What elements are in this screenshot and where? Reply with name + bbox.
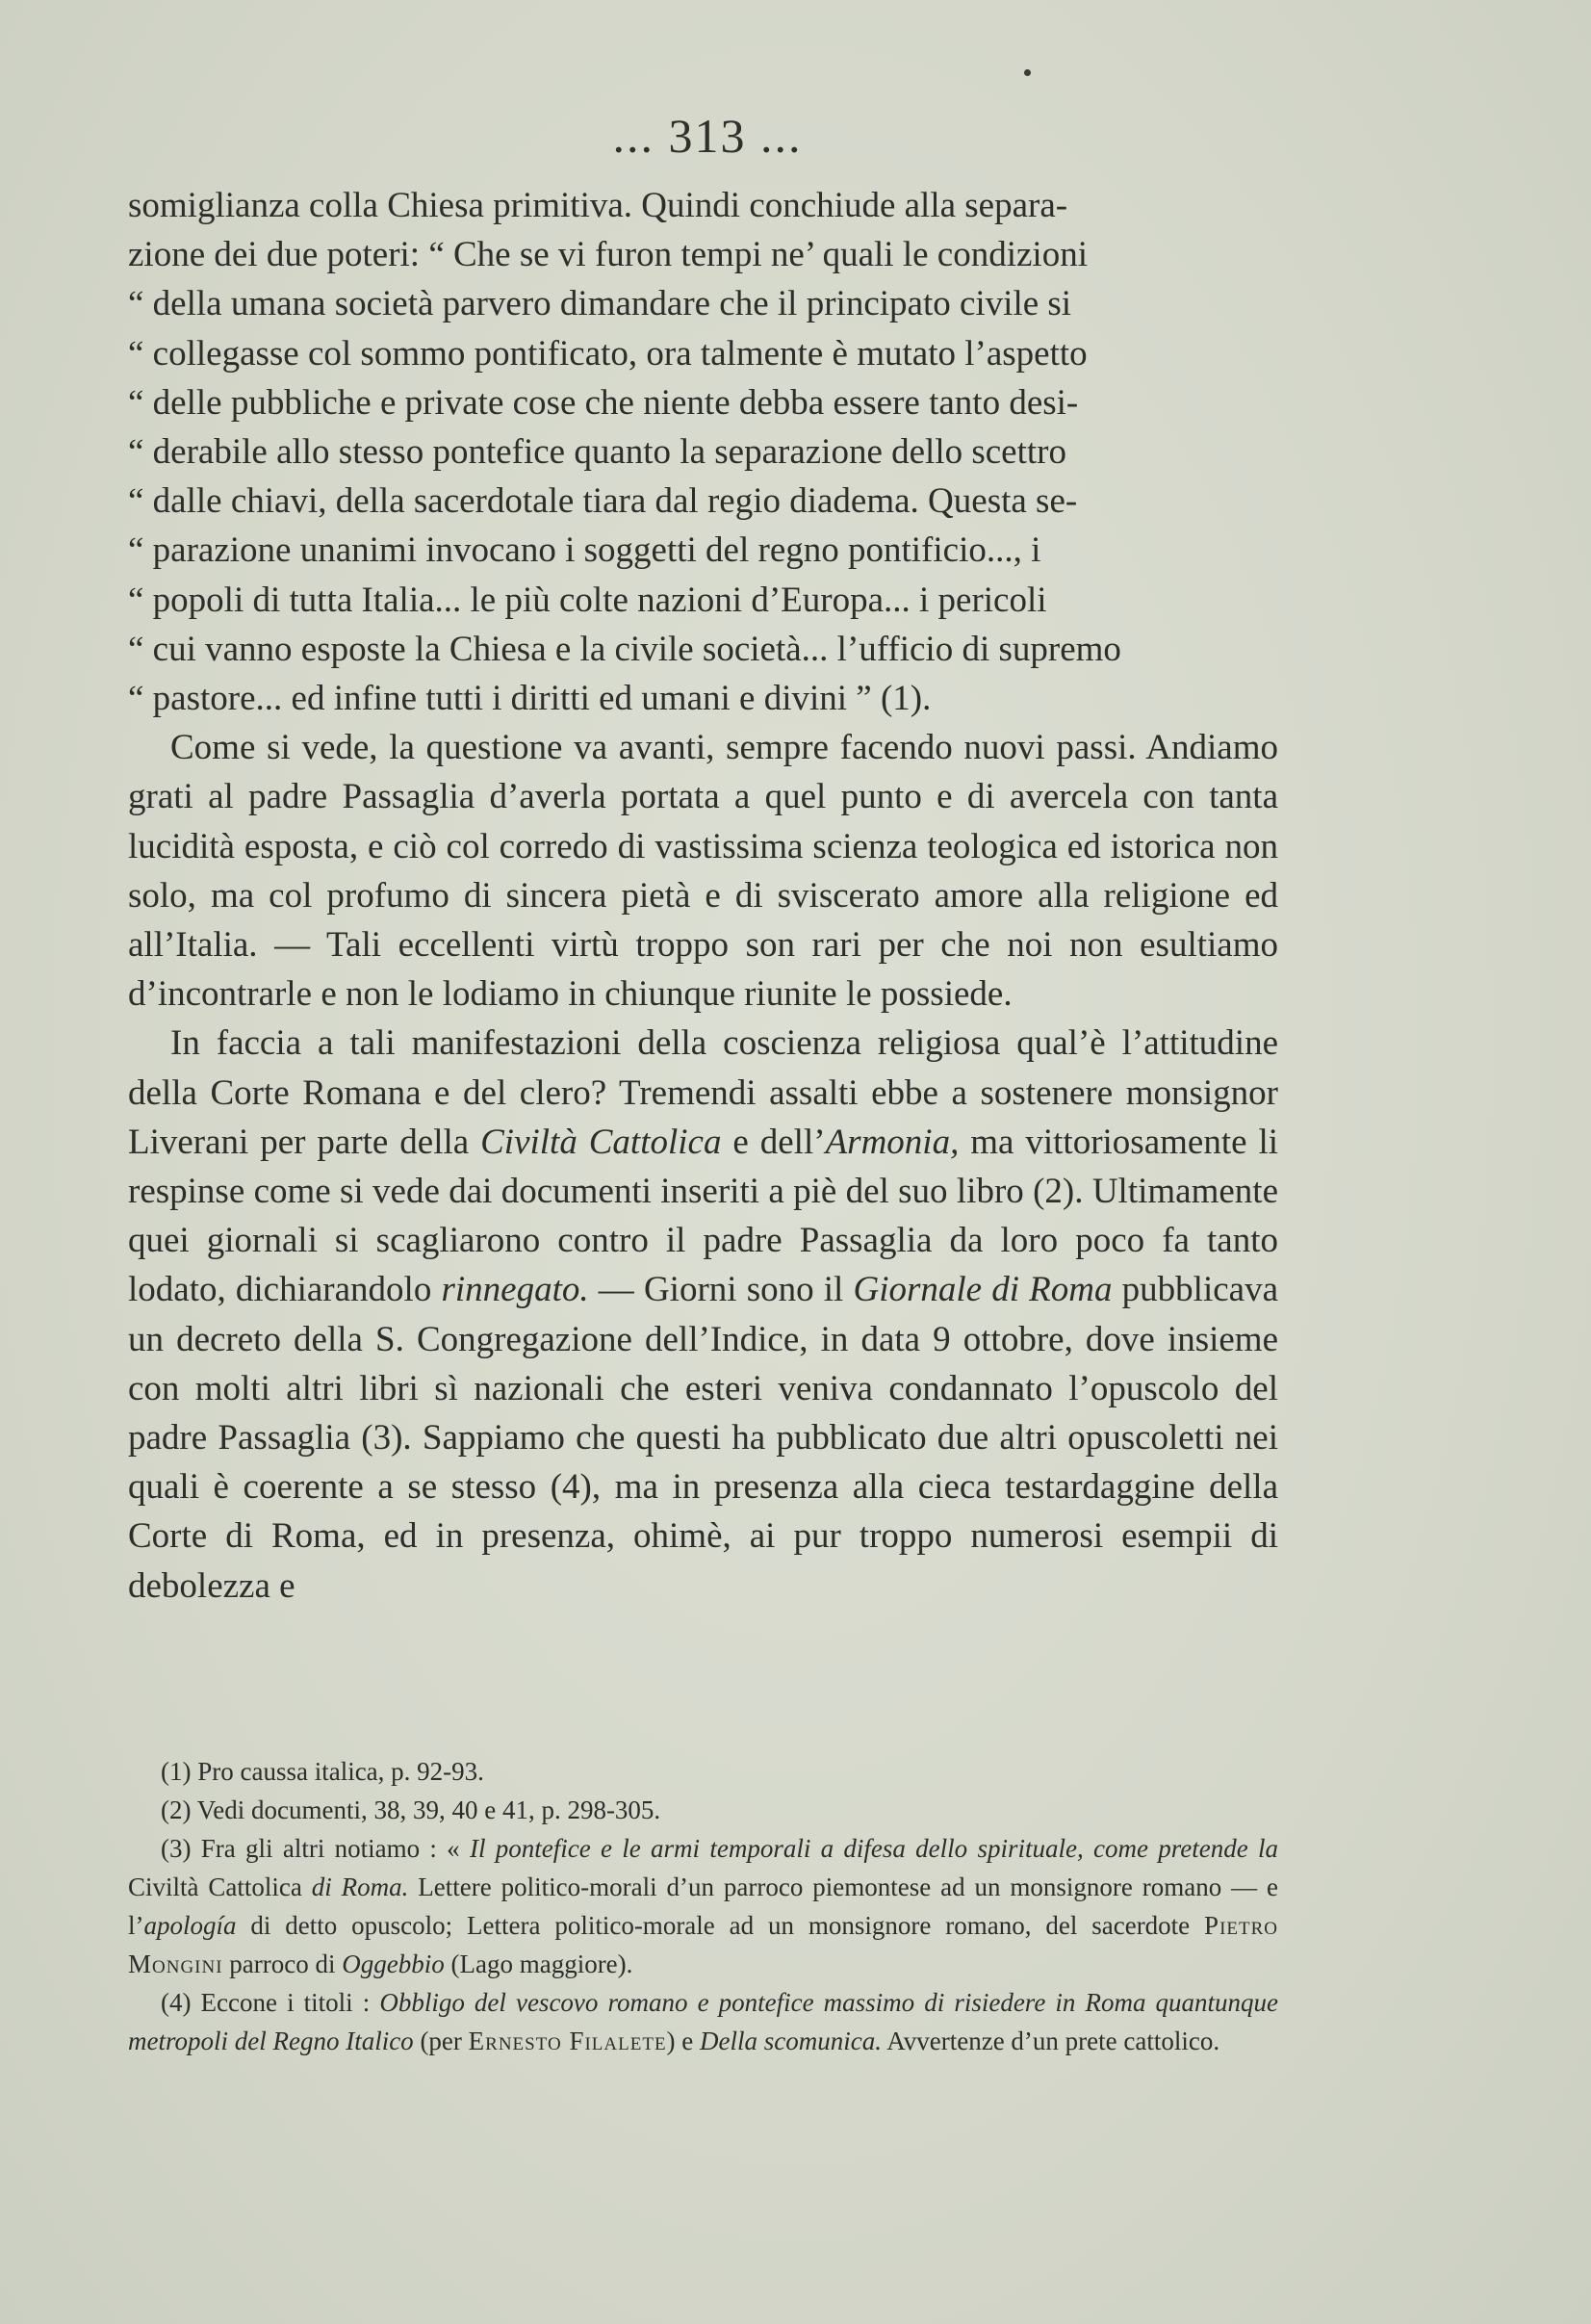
text-run: (3) Fra gli altri notiamo : « <box>161 1834 470 1863</box>
italic-title: Civiltà Cattolica <box>480 1122 722 1162</box>
paragraph-2: Come si vede, la questione va avanti, sempre facendo nuovi passi. Andiamo grati al padre Passaglia d’averla portata a quel punto e di avercela con tanta lucidità esposta, e ciò col corredo di vastissima scienza teologica ed istorica non solo, ma col profumo di sincera pietà e di sviscerato amore alla religione ed all’Italia. — Tali eccellenti virtù troppo son rari per che noi non esultiamo d’incontrarle e non le lodiamo in chiunque riunite le possiede. <box>128 728 1278 1015</box>
italic-title: Il pontefice e le armi temporali a difesa dello spirituale, come pretende la <box>469 1834 1278 1863</box>
italic-title: Della scomunica. <box>700 2027 882 2055</box>
text-line: “ cui vanno esposte la Chiesa e la civile società... l’ufficio di supremo <box>128 629 1121 669</box>
text-run: (Lago maggiore). <box>444 1950 633 1978</box>
footnotes <box>128 1752 1278 2060</box>
author-name: Pietro Mongini <box>128 1911 1278 1978</box>
author-name: Ernesto Filalete <box>468 2027 667 2055</box>
text-line: “ pastore... ed infine tutti i diritti ed umani e divini ” (1). <box>128 679 932 719</box>
text-line: “ derabile allo stesso pontefice quanto la separazione dello scettro <box>128 432 1066 473</box>
italic-title: Giornale di Roma <box>853 1270 1113 1310</box>
footnote-4 <box>128 1983 1278 2060</box>
paragraph-1 <box>128 181 1278 723</box>
text-line: “ parazione unanimi invocano i soggetti del regno pontificio..., i <box>128 530 1041 571</box>
text-line: “ dalle chiavi, della sacerdotale tiara dal regio diadema. Questa se- <box>128 481 1078 522</box>
text-line: “ popoli di tutta Italia... le più colte nazioni d’Europa... i pericoli <box>128 580 1047 620</box>
text-line: somiglianza colla Chiesa primitiva. Quindi conchiude alla separa- <box>128 186 1068 225</box>
paragraph-3 <box>128 1019 1278 1610</box>
text-run: (4) Eccone i titoli : <box>161 1988 380 2017</box>
text-run: parroco di <box>222 1950 343 1978</box>
main-text <box>128 181 1278 1611</box>
text-run: Civiltà Cattolica <box>128 1872 312 1901</box>
italic-title: Armonia, <box>825 1122 960 1162</box>
text-run: In faccia a tali manifestazioni della coscienza religiosa qual’è l’attitudine della Corte Romana e del clero? Tremendi assalti ebbe a sostenere monsignor Liverani per parte della <box>128 1023 1278 1162</box>
text-run: ) e <box>666 2027 701 2055</box>
text-line: zione dei due poteri: “ Che se vi furon tempi ne’ quali le condizioni <box>128 235 1088 275</box>
text-run: di detto opuscolo; Lettera politico-morale ad un monsignore romano, del sacerdote <box>236 1911 1205 1940</box>
footnote-2: (2) Vedi documenti, 38, 39, 40 e 41, p. 298-305. <box>161 1795 661 1824</box>
text-run: Lettere politico-morali d’un parroco piemontese ad un monsignore romano — e l’ <box>128 1872 1278 1940</box>
text-line: “ delle pubbliche e private cose che niente debba essere tanto desi- <box>128 382 1079 423</box>
text-line: “ collegasse col sommo pontificato, ora talmente è mutato l’aspetto <box>128 333 1088 374</box>
text-run: e dell’ <box>721 1122 826 1162</box>
text-line: “ della umana società parvero dimandare che il principato civile si <box>128 284 1072 324</box>
page-number: ... 313 ... <box>612 109 803 163</box>
italic-title: Obbligo del vescovo romano e pontefice massimo di risiedere in Roma quantunque metropoli del Regno Italico <box>128 1988 1279 2055</box>
text-run: pubblicava un decreto della S. Congregazione dell’Indice, in data 9 ottobre, dove insieme con molti altri libri sì nazionali che esteri veniva condannato l’opuscolo del padre Passaglia (3). Sappiamo che questi ha pubblicato due altri opuscoletti nei quali è coerente a se stesso (4), ma in presenza alla cieca testardaggine della Corte di Roma, ed in presenza, ohimè, ai pur troppo numerosi esempii di debolezza e <box>128 1270 1279 1606</box>
italic-title: di Roma. <box>311 1872 409 1901</box>
text-run: (per <box>413 2027 469 2055</box>
footnote-1: (1) Pro caussa italica, p. 92-93. <box>161 1757 484 1786</box>
text-run: Avvertenze d’un prete cattolico. <box>882 2027 1220 2055</box>
italic-place: Oggebbio <box>342 1950 445 1978</box>
text-run: — Giorni sono il <box>588 1270 854 1310</box>
footnote-3 <box>128 1829 1278 1983</box>
ink-speck <box>1024 69 1031 76</box>
text-run: ma vittoriosamente li respinse come si vede dai documenti inseriti a piè del suo libro (2). Ultimamente quei giornali si scagliarono contro il padre Passaglia da loro poco fa tanto lodato, dichiarandolo <box>128 1122 1279 1310</box>
italic-word: rinnegato. <box>441 1270 589 1310</box>
italic-word: apología <box>143 1911 237 1940</box>
